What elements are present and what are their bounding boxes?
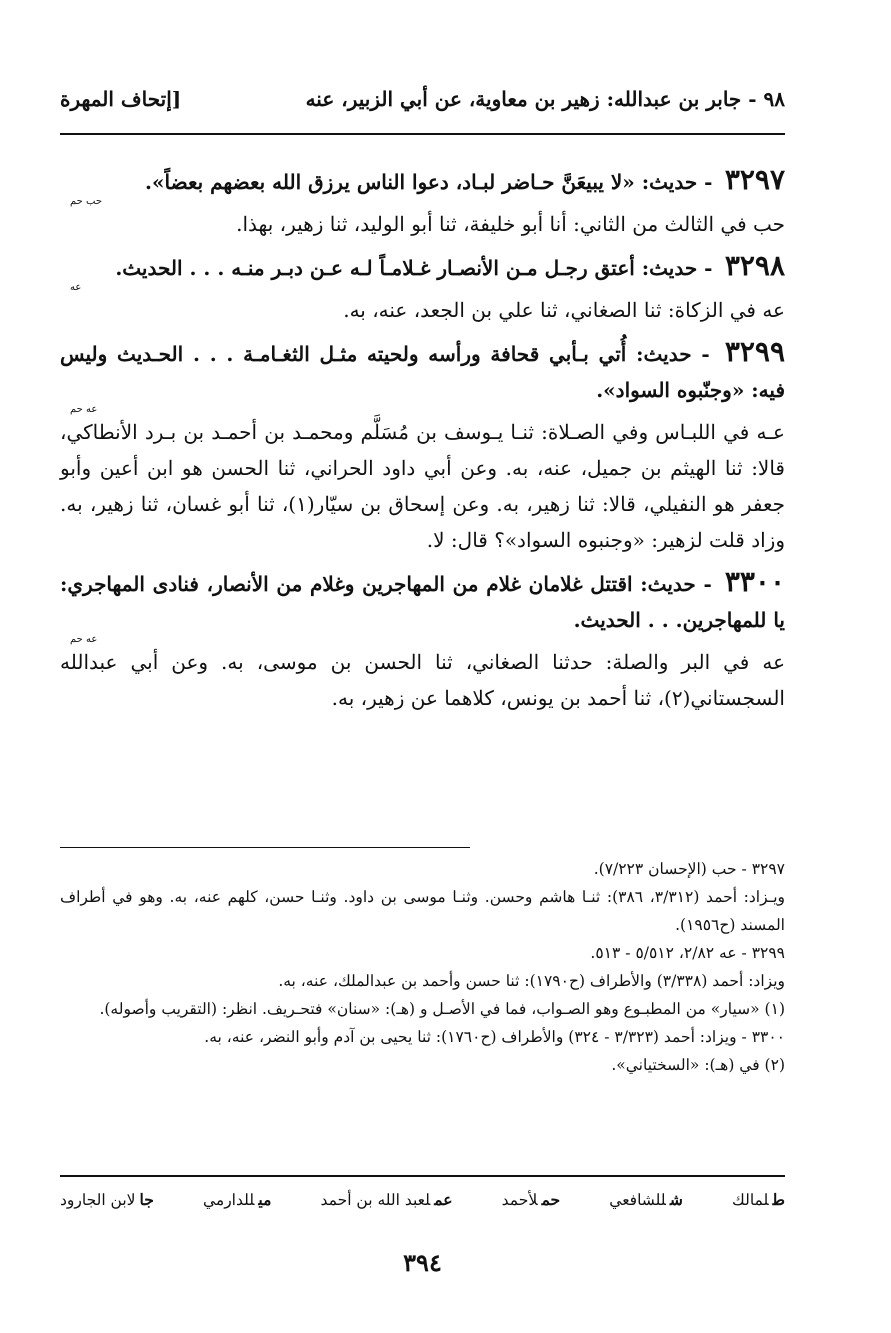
hadith-number: ٣٢٩٨	[724, 249, 785, 282]
footnote: (٢) في (هـ): «السختياني».	[611, 1056, 785, 1074]
legend-abbr: ش	[669, 1190, 683, 1209]
source-sigla: عه حم	[70, 404, 98, 415]
legend-item	[203, 1190, 271, 1209]
footnote: ٣٢٩٧ - حب (الإحسان ٧/٢٢٣).	[593, 860, 785, 878]
hadith-text: - حديث: أعتق رجـل مـن الأنصـار غـلامـاً لـه عـن دبـر منـه . . . الحديث.	[115, 256, 713, 280]
footnotes	[60, 855, 785, 1079]
chapter-title: ٩٨ - جابر بن عبدالله: زهير بن معاوية، عن أبي الزبير، عنه	[305, 87, 785, 111]
hadith-source: عه في البر والصلة: حدثنا الصغاني، ثنا الحسن بن موسى، به. وعن أبي عبدالله السجستاني(٢)، ثنا أحمد بن يونس، كلاهما عن زهير، به.	[60, 650, 785, 710]
legend-label: لعبد الله بن أحمد	[320, 1191, 431, 1209]
book-page	[60, 70, 785, 1300]
page-number: ٣٩٤	[403, 1248, 442, 1277]
source-sigla: عه	[70, 282, 82, 293]
footnote: ويزاد: أحمد (٣/٣٣٨) والأطراف (ح١٧٩٠): ثنا حسن وأحمد بن عبدالملك، عنه، به.	[278, 972, 785, 990]
abbreviation-legend	[60, 1190, 785, 1209]
legend-label: لابن الجارود	[60, 1191, 136, 1209]
header-divider	[60, 133, 785, 135]
footer-divider	[60, 1175, 785, 1177]
legend-item	[321, 1190, 453, 1209]
hadith-source: حب في الثالث من الثاني: أنا أبو خليفة، ثنا أبو الوليد، ثنا زهير، بهذا.	[236, 212, 785, 236]
running-header	[60, 84, 785, 114]
legend-abbr: عم	[434, 1190, 453, 1209]
footnote: ٣٢٩٩ - عه ٢/٨٢، ٥/٥١٢ - ٥١٣.	[590, 944, 785, 962]
footnote-divider	[60, 847, 470, 848]
hadith-number: ٣٢٩٩	[724, 335, 785, 368]
legend-abbr: جا	[139, 1190, 154, 1209]
hadith-text: - حديث: اقتتل غلامان غلام من المهاجرين وغلام من الأنصار، فنادى المهاجري: يا للمهاجرين. . . الحديث.	[60, 572, 785, 632]
legend-label: لمالك	[732, 1191, 769, 1209]
hadith-text: - حديث: «لا يبيعَنَّ حـاضر لبـاد، دعوا الناس يرزق الله بعضهم بعضاً».	[145, 170, 713, 194]
hadith-entry	[60, 162, 785, 242]
book-title: [إتحاف المهرة	[60, 87, 182, 111]
source-sigla: عه حم	[70, 634, 98, 645]
legend-item	[502, 1190, 560, 1209]
legend-label: للدارمي	[202, 1191, 255, 1209]
footnote: ٣٣٠٠ - ويزاد: أحمد (٣/٣٢٣ - ٣٢٤) والأطراف (ح١٧٦٠): ثنا يحيى بن آدم وأبو النضر، عنه، به.	[204, 1028, 785, 1046]
footnote: (١) «سيار» من المطبـوع وهو الصـواب، فما في الأصـل و (هـ): «سنان» فتحـريف. انظر: (التقريب وأصوله).	[99, 1000, 785, 1018]
legend-item	[60, 1190, 154, 1209]
legend-abbr: حم	[541, 1190, 561, 1209]
hadith-number: ٣٣٠٠	[724, 565, 785, 598]
legend-item	[732, 1190, 785, 1209]
legend-label: للشافعي	[609, 1191, 666, 1209]
legend-abbr: ط	[772, 1190, 785, 1209]
hadith-source: عه في الزكاة: ثنا الصغاني، ثنا علي بن الجعد، عنه، به.	[343, 298, 785, 322]
legend-label: لأحمد	[501, 1191, 538, 1209]
legend-item	[609, 1190, 683, 1209]
footnote: ويـزاد: أحمد (٣/٣١٢، ٣٨٦): ثنـا هاشم وحسن. وثنـا موسى بن داود. وثنـا حسن، كلهم عنه، به. وهو في أطراف المسند (ح١٩٥٦).	[60, 888, 785, 934]
hadith-number: ٣٢٩٧	[724, 163, 785, 196]
source-sigla: حب حم	[70, 196, 103, 207]
hadith-text: - حديث: أُتي بـأبي قحافة ورأسه ولحيته مثـل الثغـامـة . . . الحـديث وليس فيه: «وجنّبوه السواد».	[60, 342, 785, 402]
hadith-entry	[60, 248, 785, 328]
hadith-source: عـه في اللبـاس وفي الصـلاة: ثنـا يـوسف بن مُسَلَّم ومحمـد بن أحمـد بن بـرد الأنطاكي، قالا: ثنا الهيثم بن جميل، عنه، به. وعن أبي داود الحراني، ثنا الحسن هو ابن أعين وأبو جعفر هو النفيلي، قالا: ثنا زهير، به. وعن إسحاق بن سيّار(١)، ثنا أبو غسان، ثنا زهير، به. وزاد قلت لزهير: «وجنبوه السواد»؟ قال: لا.	[60, 420, 785, 552]
legend-abbr: مي	[258, 1190, 272, 1209]
hadith-entry	[60, 564, 785, 716]
hadith-body	[60, 162, 785, 722]
hadith-entry	[60, 334, 785, 558]
